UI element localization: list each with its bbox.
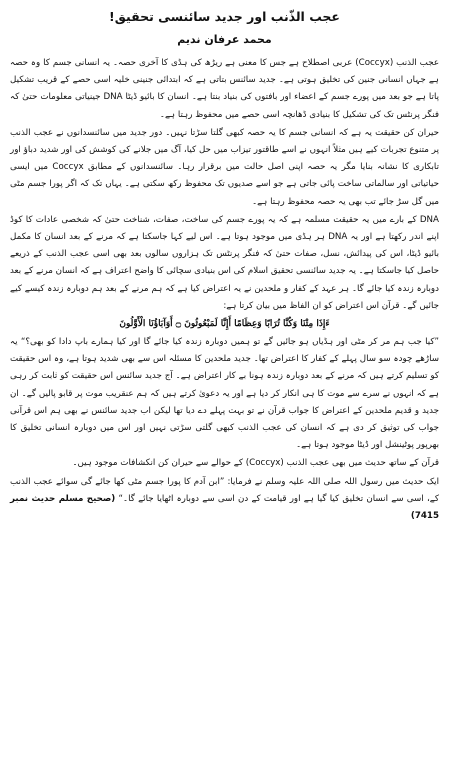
article-title: عجب الذّنب اور جدید سائنسی تحقیق! [109,9,340,24]
hadith-reference: (صحیح مسلم حدیث نمبر 7415) [10,493,439,522]
paragraph-intro: عجب الذنب (Coccyx) عربی اصطلاح ہے جس کا معنی ہے ریڑھ کی ہڈی کا آخری حصہ۔ یہ انسانی جسم کا وہ حصہ ہے جہاں انسانی جنین کی تخلیق ہوتی ہے۔ جدید سائنس بتاتی ہے کہ ابتدائی جنینی خلیہ اسی حصے کے قریب تشکیل پاتا ہے جو بعد میں پورے جسم کے اعضاء اور بافتوں کی بنیاد بنتا ہے۔ انسان کا بائیو ڈیٹا DNA جینیاتی معلومات حتیٰ کہ فنگر پرنٹس تک کی تشکیل کا بنیادی ڈھانچہ اسی حصے میں محفوظ رہتا ہے۔ [10,58,440,120]
paragraph-objection: ”کیا جب ہم مر کر مٹی اور ہڈیاں ہو جائیں گے تو ہمیں دوبارہ زندہ کیا جائے گا اور کیا ہمارے باپ دادا کو بھی؟“ یہ ساڑھے چودہ سو سال پہلے کے کفار کا اعتراض تھا۔ جدید ملحدین کا مسئلہ اس سے بھی شدید ہوتا ہے، وہ اس حقیقت کو تسلیم کرتے ہیں کہ مرنے کے بعد دوبارہ زندہ ہونا بے کار اعتراض ہے۔ آج جدید سائنس اس حقیقت کو ثابت کر رہی ہے کہ انہوں نے سرے سے موت کا ہی انکار کر دیا ہے اور یہ دعویٰ کرتے ہیں کہ ہم عنقریب موت پر قابو پالیں گے۔ ان جدید و قدیم ملحدین کے اعتراض کا جواب قرآن نے تو بہت پہلے دے دیا تھا لیکن اب جدید سائنس نے بھی ہم اس قرآنی جواب کی توثیق کر دی ہے کہ انسان کی عجب الذنب کبھی گلتی سڑتی نہیں اور اس میں دوبارہ انسانی تخلیق کا بھرپور پوٹینشل اور ڈیٹا موجود ہوتا ہے۔ [10,337,439,451]
paragraph-hadith-intro: قرآن کے ساتھ حدیث میں بھی عجب الذنب (Coccyx) کے حوالے سے حیران کن انکشافات موجود ہیں۔ [72,458,439,469]
hadith-text: ایک حدیث میں رسول اللہ صلی اللہ علیہ وسلم نے فرمایا: ”ابن آدم کا پورا جسم مٹی کھا جائے گی سوائے عجب الذنب کے، اسی سے انسان تخلیق کیا گیا ہے اور قیامت کے دن اسی سے دوبارہ اٹھایا جائے گا۔“ [10,476,439,504]
paragraph-experiments: حیران کن حقیقت یہ ہے کہ انسانی جسم کا یہ حصہ کبھی گلتا سڑتا نہیں۔ دور جدید میں سائنسدانوں نے عجب الذنب پر متنوع تجربات کیے ہیں مثلاً انہوں نے اسے طاقتور تیزاب میں حل کیا، آگ میں جلانے کی کوشش کی اور شدید دباؤ اور تابکاری کا نشانہ بنایا مگر یہ حصہ اپنی اصل حالت میں برقرار رہا۔ سائنسدانوں کے مطابق Coccyx میں ایسی حیاتیاتی اور سالماتی ساخت پائی جاتی ہے جو اسے صدیوں تک محفوظ رکھ سکتی ہے۔ یہاں تک کہ اگر پورا جسم مٹی میں گل سڑ جائے تب بھی یہ حصہ محفوظ رہتا ہے۔ [10,127,439,207]
paragraph-dna: DNA کے بارے میں یہ حقیقت مسلمہ ہے کہ یہ پورے جسم کی ساخت، صفات، شناخت حتیٰ کہ شخصی عادات کا کوڈ اپنے اندر رکھتا ہے اور یہ DNA ہر ہڈی میں موجود ہوتا ہے۔ اس لیے کہا جاسکتا ہے کہ مرنے کے بعد انسان کا مکمل بائیو ڈیٹا، اس کی پیدائش، نسل، صفات حتیٰ کہ فنگر پرنٹس تک ہزاروں سالوں بعد بھی اسی عجب الذنب کے ذریعے حاصل کیا جاسکتا ہے۔ یہ جدید سائنسی تحقیق اسلام کی اس بنیادی سچائی کا واضح اعتراف ہے کہ انسان مرنے کے بعد دوبارہ زندہ کیا جائے گا۔ ہر عہد کے کفار و ملحدین نے یہ اعتراض کیا ہے کہ ہم مرنے کے بعد ہم دوبارہ زندہ کیسے کیے جائیں گے۔ قرآن اس اعتراض کو ان الفاظ میں بیان کرتا ہے: [10,214,440,311]
paragraph-hadith [10,474,439,526]
quran-verse: ءَإِذَا مِتْنَا وَكُنَّا تُرَابًا وَعِظَامًا أَإِنَّا لَمَبْعُوثُونَ ۝ أَوَآبَاؤُنَا الْأَوَّلُونَ [119,319,330,330]
author-name: محمد عرفان ندیم [177,33,272,46]
